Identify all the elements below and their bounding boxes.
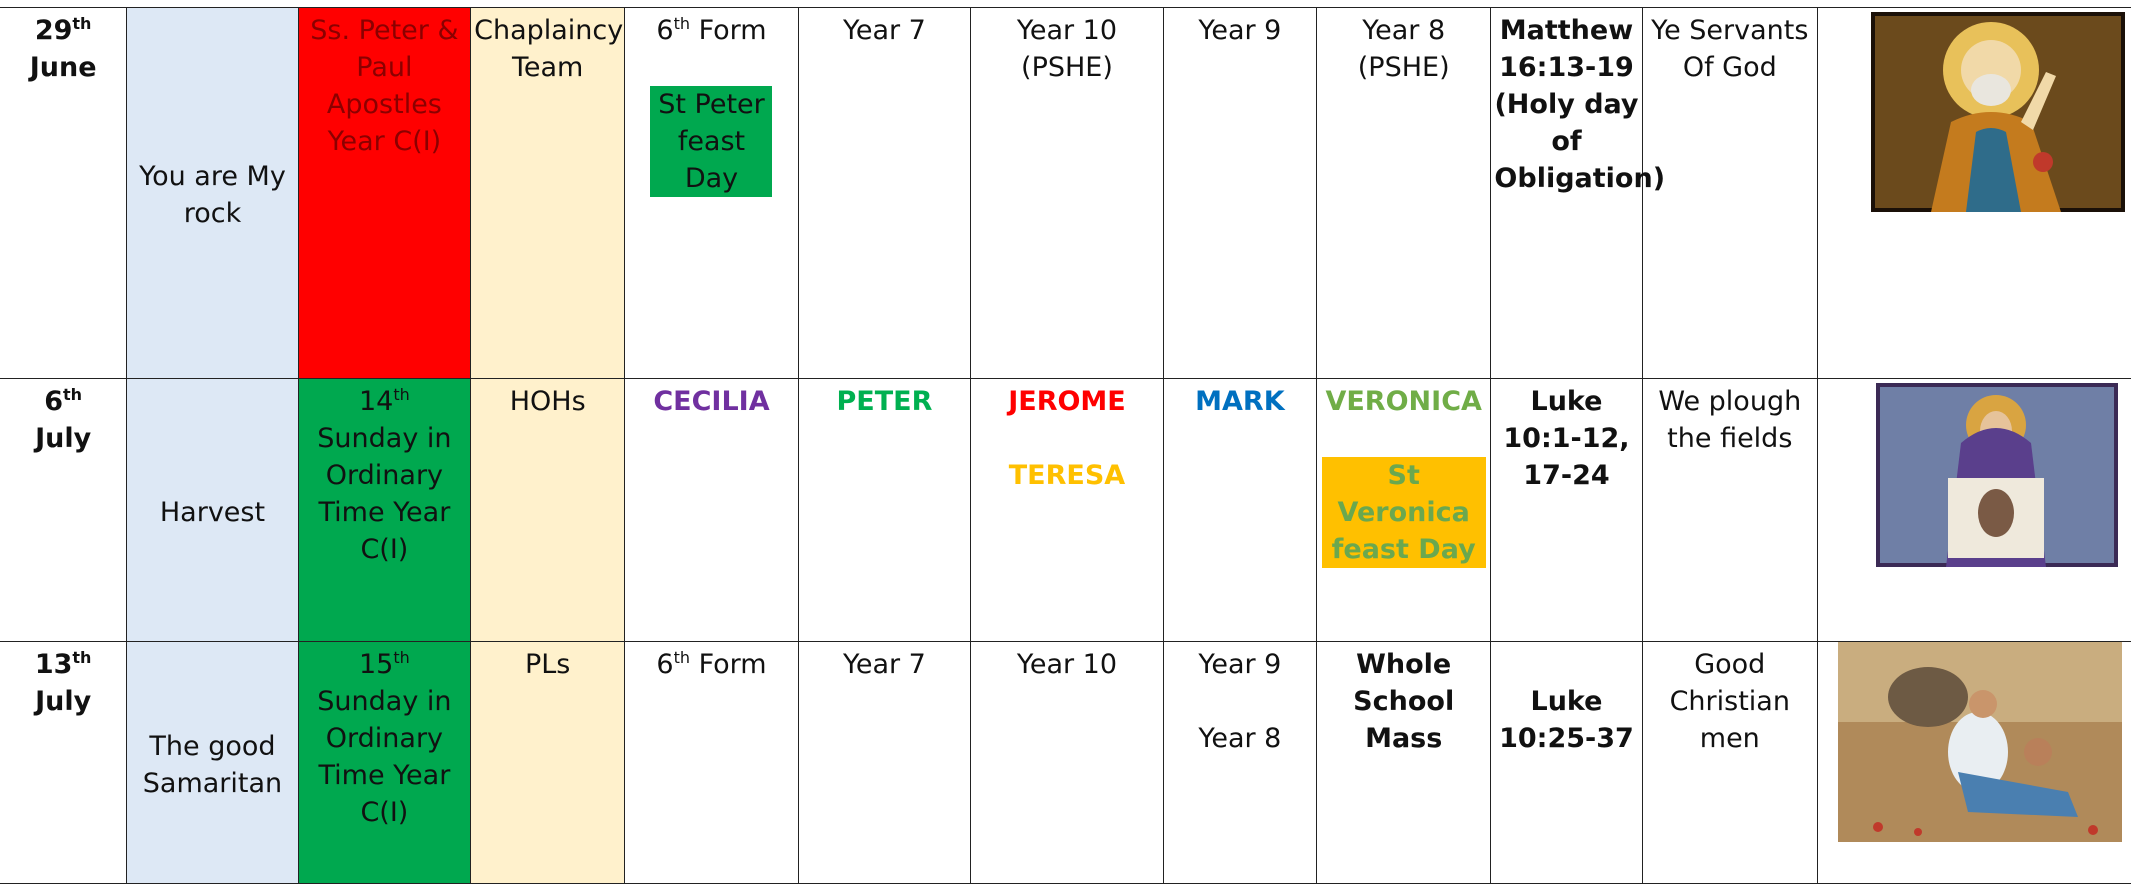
leader-cell: PLs — [471, 642, 625, 884]
hymn-cell: Ye Servants Of God — [1642, 8, 1817, 379]
year-cell: Year 10 — [971, 642, 1164, 884]
reading-cell: Matthew 16:13-19 (Holy day of Obligation) — [1491, 8, 1642, 379]
date-cell: 29th June — [0, 8, 127, 379]
feast-day-highlight: St Peter feast Day — [650, 86, 772, 197]
feast-cell: 15th Sunday in Ordinary Time Year C(I) — [298, 642, 470, 884]
feast-cell: Ss. Peter & Paul Apostles Year C(I) — [298, 8, 470, 379]
table-row — [0, 642, 2131, 884]
reading-cell: Luke 10:1-12, 17-24 — [1491, 379, 1642, 642]
feast-day-highlight: St Veronica feast Day — [1322, 457, 1486, 568]
mass-cell: Whole School Mass — [1316, 642, 1490, 884]
house-cell: CECILIA — [625, 379, 798, 642]
image-cell — [1818, 379, 2131, 642]
date-cell: 13th July — [0, 642, 127, 884]
liturgy-calendar-table — [0, 7, 2131, 884]
hymn-cell: Good Christian men — [1642, 642, 1817, 884]
table-row — [0, 8, 2131, 379]
st-veronica-icon — [1876, 383, 2118, 567]
table-row — [0, 379, 2131, 642]
good-samaritan-painting — [1838, 642, 2122, 842]
year-cell: Year 9 — [1163, 8, 1316, 379]
theme-cell: The good Samaritan — [127, 642, 298, 884]
image-cell — [1818, 642, 2131, 884]
house-cell: MARK — [1163, 379, 1316, 642]
year-cell: Year 8 (PSHE) — [1316, 8, 1490, 379]
house-cell: VERONICA St Veronica feast Day — [1316, 379, 1490, 642]
year-cell: Year 7 — [798, 8, 970, 379]
year-cell: Year 10 (PSHE) — [971, 8, 1164, 379]
year-cell: Year 7 — [798, 642, 970, 884]
st-peter-icon — [1871, 12, 2125, 212]
feast-cell: 14th Sunday in Ordinary Time Year C(I) — [298, 379, 470, 642]
leader-cell: HOHs — [471, 379, 625, 642]
reading-cell: Luke 10:25-37 — [1491, 642, 1642, 884]
theme-cell: Harvest — [127, 379, 298, 642]
leader-cell: Chaplaincy Team — [471, 8, 625, 379]
sixth-form-cell: 6th Form — [625, 642, 798, 884]
year-cell: Year 9 Year 8 — [1163, 642, 1316, 884]
image-cell — [1818, 8, 2131, 379]
house-cell: JEROME TERESA — [971, 379, 1164, 642]
sixth-form-cell: 6th Form St Peter feast Day — [625, 8, 798, 379]
house-cell: PETER — [798, 379, 970, 642]
date-cell: 6th July — [0, 379, 127, 642]
hymn-cell: We plough the fields — [1642, 379, 1817, 642]
theme-cell: You are My rock — [127, 8, 298, 379]
